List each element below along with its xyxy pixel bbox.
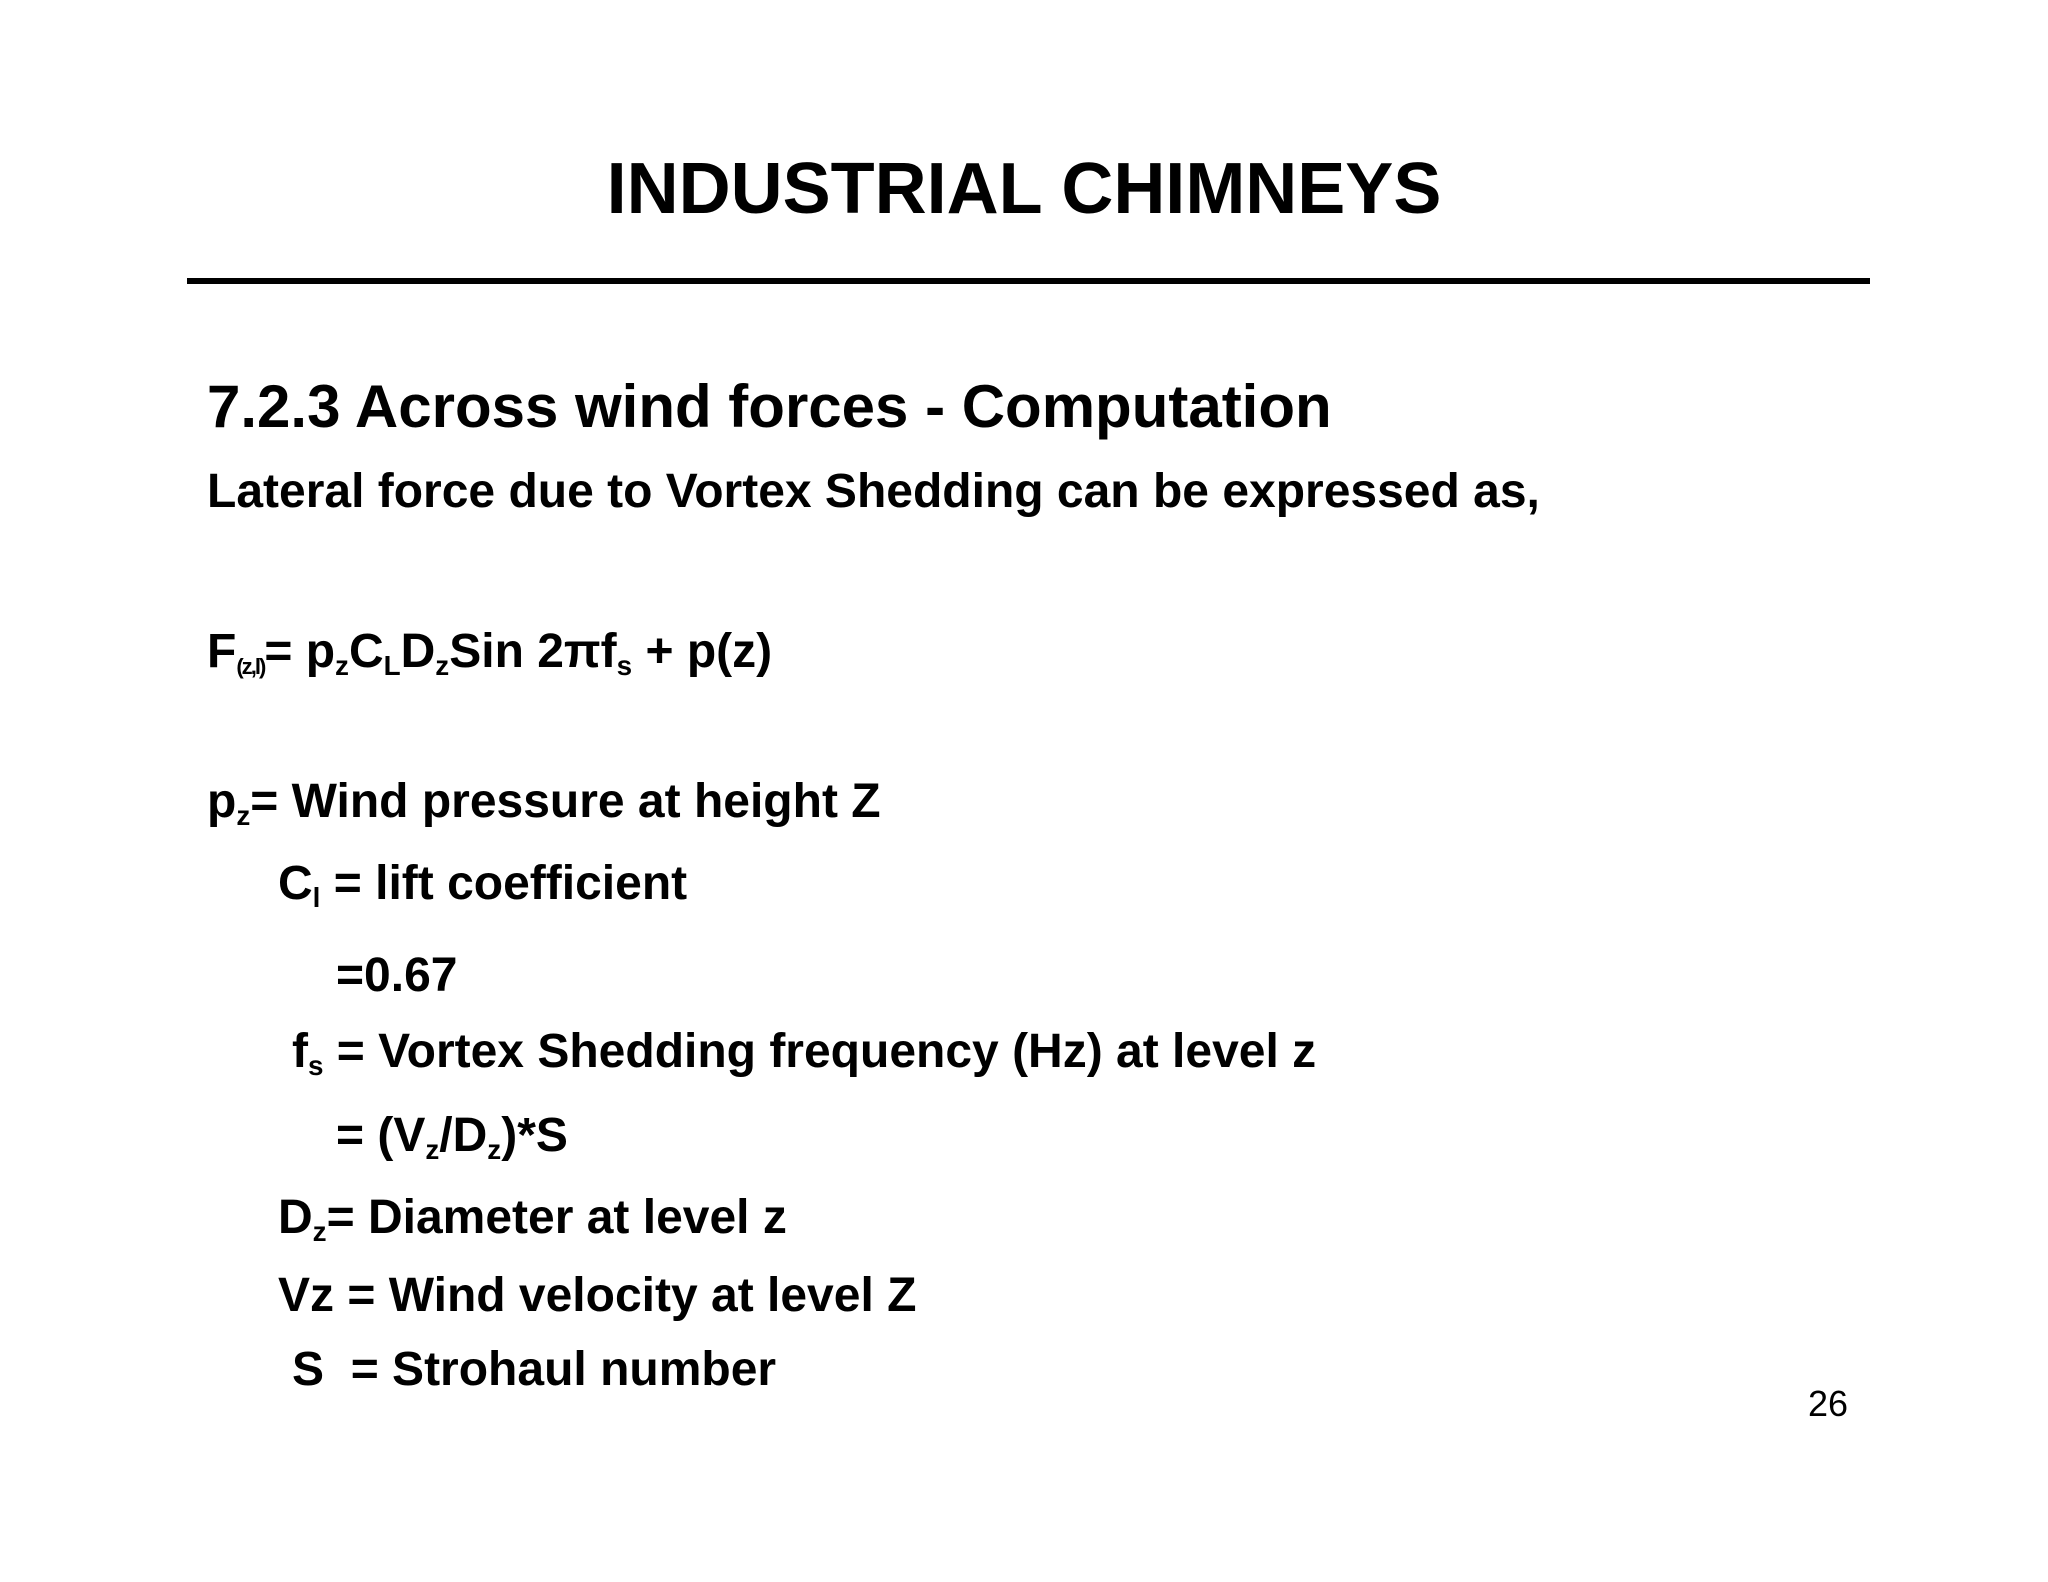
def-cl-sub: l [312, 881, 321, 913]
def-cl-text: = lift coefficient [320, 857, 688, 910]
def-pz [207, 774, 881, 830]
eq-f-sub: (z,l) [236, 654, 265, 680]
eq-p-sub: z [335, 649, 349, 681]
def-dz-text: = Diameter at level z [326, 1191, 787, 1244]
section-heading: 7.2.3 Across wind forces - Computation [207, 373, 1332, 440]
eq-eq1: = p [264, 625, 336, 678]
def-pz-sub: z [236, 799, 251, 831]
def-pz-sym: p [207, 775, 237, 828]
def-fs-sym: f [292, 1025, 308, 1078]
fs-formula-sub1: z [425, 1133, 440, 1165]
def-cl-sym: C [278, 857, 313, 910]
eq-sin: Sin 2πf [449, 625, 617, 678]
eq-f: F [207, 625, 237, 678]
fs-formula-sub2: z [487, 1133, 502, 1165]
def-dz-sym: D [278, 1191, 313, 1244]
fs-formula-a: = (V [336, 1109, 426, 1162]
def-fs [292, 1024, 1316, 1080]
eq-c: C [348, 625, 384, 678]
eq-f-s-sub: s [616, 649, 633, 681]
page-number: 26 [1808, 1383, 1849, 1424]
def-cl [278, 856, 687, 912]
def-s: S = Strohaul number [292, 1343, 777, 1396]
def-dz [278, 1190, 787, 1246]
intro-text: Lateral force due to Vortex Shedding can be expressed as, [207, 465, 1540, 518]
eq-d-sub: z [435, 649, 450, 681]
title-divider [187, 278, 1870, 284]
equation-line [207, 624, 772, 680]
def-pz-text: = Wind pressure at height Z [250, 775, 881, 828]
def-fs-sub: s [307, 1049, 324, 1081]
eq-tail: + p(z) [632, 625, 773, 678]
eq-c-sub: L [383, 649, 401, 681]
def-dz-sub: z [312, 1215, 327, 1247]
eq-d: D [400, 625, 436, 678]
slide-title: INDUSTRIAL CHIMNEYS [606, 149, 1442, 229]
fs-formula-b: /D [439, 1109, 488, 1162]
def-fs-formula [336, 1108, 568, 1164]
def-fs-text: = Vortex Shedding frequency (Hz) at level z [323, 1025, 1317, 1078]
def-cl-value: =0.67 [336, 949, 458, 1002]
def-vz: Vz = Wind velocity at level Z [278, 1269, 917, 1322]
fs-formula-c: )*S [501, 1109, 568, 1162]
